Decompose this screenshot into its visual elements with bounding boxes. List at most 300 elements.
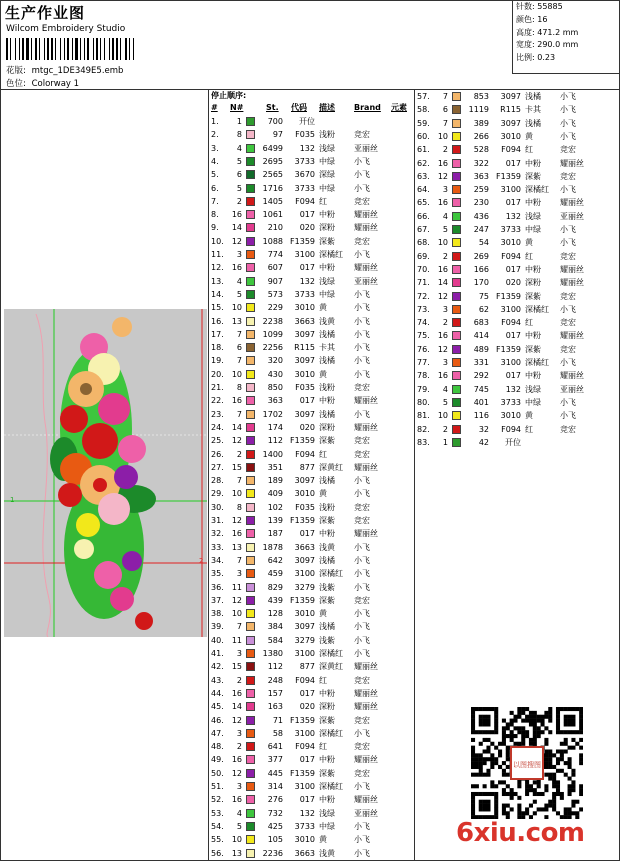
sequence-row [211,753,411,766]
stop-number: 66. [417,211,430,221]
thread-code: 3100 [294,649,315,658]
needle-number: 8 [236,383,242,392]
barcode-bar [93,38,94,60]
color-swatch [246,476,255,485]
sequence-row [417,210,617,223]
design-label: 花版: [6,66,26,76]
stitch-count: 907 [267,276,283,286]
thread-description: 浅粉 [319,383,335,392]
color-swatch [452,398,461,407]
sequence-row [211,793,411,806]
embroidery-preview [4,309,207,637]
stop-number: 18. [211,343,224,353]
sequence-row [211,647,411,660]
thread-description: 中绿 [525,397,541,407]
header-st: St. [266,103,279,112]
color-swatch [246,583,255,592]
stop-number: 40. [211,635,224,645]
thread-description: 浅紫 [319,635,335,645]
thread-brand: 小飞 [560,92,576,101]
barcode-bar [120,38,121,60]
stitch-count: 853 [473,92,489,101]
needle-number: 7 [236,555,242,565]
thread-code: 3100 [294,250,315,259]
stat-colors: 颜色: 16 [516,14,548,24]
qr-code-graphic [471,707,583,819]
barcode-bar [60,38,61,60]
needle-number: 2 [236,742,242,752]
stop-number: 80. [417,397,430,407]
color-swatch [452,331,461,340]
thread-code: F1359 [496,344,521,354]
color-swatch [246,729,255,738]
thread-brand: 竞宏 [354,449,370,459]
sequence-row [211,474,411,487]
thread-brand: 小飞 [354,369,370,379]
sequence-row [211,727,411,740]
needle-number: 4 [442,211,448,221]
needle-number: 8 [236,130,242,140]
thread-code: 017 [299,210,315,220]
thread-code: F094 [501,318,521,328]
stop-number: 39. [211,622,224,632]
thread-code: F035 [295,130,315,140]
stop-number: 59. [417,118,430,128]
thread-brand: 小飞 [354,848,370,858]
thread-brand: 竞宏 [560,344,576,354]
color-swatch [452,371,461,380]
thread-description: 红 [525,251,533,261]
sequence-row [211,368,411,381]
stitch-count: 116 [473,411,489,421]
stop-number: 83. [417,437,430,447]
needle-number: 12 [231,516,242,525]
barcode-bar [75,38,78,60]
sequence-row [211,182,411,195]
stat-width: 宽度: 290.0 mm [516,40,579,50]
needle-number: 12 [231,436,242,446]
thread-code: F1359 [496,291,521,301]
needle-number: 6 [442,105,448,115]
thread-description: 深紫 [525,171,541,181]
sequence-row [211,554,411,567]
stitch-count: 248 [267,675,283,685]
stitch-count: 351 [267,462,283,472]
sequence-row [417,436,617,449]
thread-code: 017 [505,331,521,341]
stop-number: 77. [417,358,430,367]
thread-description: 深橘红 [525,185,549,195]
color-swatch [452,159,461,168]
stop-number: 47. [211,728,224,738]
color-swatch [246,742,255,751]
thread-description: 浅橘 [525,92,541,101]
stop-number: 37. [211,595,224,605]
thread-code: F1359 [290,768,315,778]
thread-description: 红 [319,196,327,206]
thread-brand: 小飞 [354,476,370,486]
stop-number: 7. [211,196,219,206]
color-swatch [246,144,255,153]
thread-description: 浅橘 [525,118,541,128]
stitch-count: 102 [267,502,283,512]
thread-brand: 竞宏 [354,675,370,685]
color-swatch [246,662,255,671]
sequence-row [211,820,411,833]
barcode-bar [10,38,11,60]
sequence-row [211,541,411,554]
color-swatch [246,197,255,206]
needle-number: 12 [437,344,448,354]
thread-description: 黄 [319,369,327,379]
needle-number: 3 [442,304,448,314]
barcode-bar [96,38,98,60]
thread-code: 3663 [294,316,315,326]
color-swatch [452,252,461,261]
thread-code: 877 [299,462,315,472]
header-code: 代码 [291,103,307,112]
thread-code: 132 [299,276,315,286]
sequence-row [211,461,411,474]
needle-number: 15 [231,462,242,472]
thread-description: 中粉 [525,158,541,168]
thread-code: 3097 [500,92,521,101]
sequence-row [417,316,617,329]
sequence-row [211,487,411,500]
thread-description: 深紫 [525,344,541,354]
thread-brand: 小飞 [560,118,576,128]
sequence-row [417,90,617,103]
thread-description: 深紫 [319,436,335,446]
sequence-row [211,421,411,434]
thread-brand: 小飞 [354,489,370,499]
stop-number: 36. [211,582,224,592]
color-swatch [246,835,255,844]
thread-brand: 耀丽丝 [354,755,378,765]
thread-description: 浅紫 [319,582,335,592]
stitch-count: 322 [473,158,489,168]
thread-description: 深紫 [319,516,335,525]
stitch-count: 42 [478,437,489,447]
thread-description: 浅橘 [319,329,335,339]
needle-number: 16 [231,755,242,765]
header-no: # [211,103,218,112]
color-swatch [246,849,255,858]
needle-number: 2 [236,675,242,685]
sequence-row [417,236,617,249]
needle-number: 6 [236,170,242,180]
barcode-bar [44,38,45,60]
thread-brand: 耀丽丝 [560,371,584,381]
needle-number: 7 [236,409,242,419]
colorway-label: 色位: [6,79,26,89]
thread-description: 浅橘 [319,356,335,366]
stitch-count: 607 [267,263,283,273]
color-swatch [452,292,461,301]
stop-number: 28. [211,476,224,486]
thread-code: F094 [295,742,315,752]
sequence-row [211,221,411,234]
thread-brand: 小飞 [560,238,576,248]
barcode-bar [64,38,65,60]
stop-number: 49. [211,755,224,765]
stop-number: 3. [211,143,219,153]
thread-description: 黄 [319,835,327,845]
color-swatch [452,212,461,221]
thread-code: 3100 [500,358,521,367]
stop-number: 29. [211,489,224,499]
needle-number: 7 [236,356,242,366]
color-swatch [246,356,255,365]
sequence-row [211,288,411,301]
color-swatch [246,769,255,778]
barcode-bar [47,38,49,60]
thread-description: 浅黄 [319,316,335,326]
thread-brand: 小飞 [560,225,576,234]
thread-description: 黄 [319,609,327,619]
stop-number: 56. [211,848,224,858]
thread-description: 中绿 [319,156,335,166]
barcode-bar [72,38,73,60]
needle-number: 3 [236,250,242,259]
stop-number: 82. [417,424,430,434]
needle-number: 3 [442,185,448,195]
thread-description: 深紫 [319,236,335,246]
needle-number: 10 [231,489,242,499]
thread-description: 深橘红 [319,782,343,791]
needle-number: 13 [231,848,242,858]
needle-number: 3 [236,728,242,738]
stitch-count: 259 [473,185,489,195]
color-swatch [246,636,255,645]
barcode-bar [80,38,81,60]
color-swatch [246,117,255,126]
sequence-row [417,383,617,396]
stitch-count: 700 [267,117,283,126]
sequence-row [211,501,411,514]
thread-brand: 竞宏 [354,715,370,725]
thread-description: 中粉 [319,795,335,805]
thread-description: 浅绿 [525,384,541,394]
thread-brand: 竞宏 [354,742,370,752]
sequence-row [417,303,617,316]
thread-description: 中粉 [319,396,335,406]
svg-text:2: 2 [199,557,204,565]
colorway-row [6,77,79,89]
thread-code: 3100 [294,728,315,738]
thread-brand: 耀丽丝 [354,462,378,472]
color-swatch [246,290,255,299]
needle-number: 10 [231,369,242,379]
color-swatch [452,238,461,247]
thread-description: 深紫 [319,715,335,725]
thread-description: 浅绿 [319,808,335,818]
thread-brand: 小飞 [354,782,370,791]
thread-description: 中粉 [319,210,335,220]
barcode-bar [100,38,101,60]
sequence-row [417,263,617,276]
thread-description: 黄 [319,489,327,499]
sequence-row [211,620,411,633]
thread-code: 132 [505,211,521,221]
thread-code: 017 [505,264,521,274]
thread-brand: 竞宏 [354,516,370,525]
stop-number: 68. [417,238,430,248]
sequence-row [211,115,411,128]
stitch-count: 320 [267,356,283,366]
barcode-bar [129,38,130,60]
thread-code: F1359 [290,715,315,725]
needle-number: 16 [437,198,448,208]
header-desc: 描述 [319,103,335,112]
thread-code: F094 [295,675,315,685]
needle-number: 5 [236,183,242,193]
thread-brand: 小飞 [354,303,370,313]
thread-brand: 小飞 [354,555,370,565]
needle-number: 13 [231,316,242,326]
barcode-bar [26,38,29,60]
stop-number: 25. [211,436,224,446]
sequence-row [211,607,411,620]
thread-brand: 小飞 [354,821,370,831]
thread-brand: 小飞 [354,582,370,592]
thread-code: 3733 [500,397,521,407]
page-title: 生产作业图 [5,4,86,22]
thread-description: 深橘红 [319,728,343,738]
thread-description: 中粉 [525,264,541,274]
thread-brand: 耀丽丝 [354,396,378,406]
stitch-count: 2236 [262,848,283,858]
stop-number: 73. [417,304,430,314]
stop-number: 6. [211,183,219,193]
needle-number: 1 [442,437,448,447]
sequence-row [417,196,617,209]
stitch-count: 1099 [262,329,283,339]
thread-description: 浅黄 [319,542,335,552]
stitch-count: 363 [267,396,283,406]
needle-number: 16 [231,263,242,273]
thread-brand: 小飞 [354,183,370,193]
sequence-row [211,168,411,181]
barcode-bar [39,38,40,60]
stitch-count: 1119 [468,105,489,115]
needle-number: 5 [236,821,242,831]
stitch-count: 363 [473,171,489,181]
stitch-count: 247 [473,225,489,234]
stop-number: 81. [417,411,430,421]
thread-code: 3010 [500,131,521,141]
thread-code: 3097 [294,555,315,565]
stop-number: 78. [417,371,430,381]
color-swatch [452,105,461,114]
needle-number: 11 [231,635,242,645]
thread-brand: 竞宏 [354,236,370,246]
barcode-bar [109,38,110,60]
color-swatch [246,317,255,326]
stitch-count: 528 [473,145,489,155]
color-swatch [452,172,461,181]
needle-number: 2 [236,449,242,459]
color-swatch [246,609,255,618]
sequence-column-1 [211,90,414,860]
thread-description: 中粉 [525,198,541,208]
stop-number: 20. [211,369,224,379]
thread-description: 深橘红 [319,569,343,579]
sequence-row [211,248,411,261]
thread-description: 浅绿 [319,143,335,153]
color-swatch [246,543,255,552]
needle-number: 7 [442,118,448,128]
color-swatch [246,795,255,804]
thread-description: 浅橘 [319,476,335,486]
thread-brand: 小飞 [354,649,370,658]
stop-number: 63. [417,171,430,181]
thread-code: 020 [299,223,315,233]
thread-code: 132 [299,143,315,153]
color-swatch [246,237,255,246]
sequence-row [417,356,617,369]
thread-brand: 小飞 [354,356,370,366]
needle-number: 16 [231,529,242,539]
stitch-count: 1716 [262,183,283,193]
color-swatch [452,345,461,354]
stop-number: 57. [417,92,430,101]
needle-number: 16 [231,210,242,220]
color-swatch [452,385,461,394]
sequence-row [211,275,411,288]
stitch-count: 230 [473,198,489,208]
stitch-count: 401 [473,397,489,407]
sequence-row [417,130,617,143]
color-swatch [246,423,255,432]
barcode-bar [133,38,134,60]
thread-description: 中粉 [319,755,335,765]
barcode-bar [87,38,89,60]
thread-brand: 小飞 [354,170,370,180]
stitch-count: 2238 [262,316,283,326]
thread-description: 深紫 [319,595,335,605]
color-swatch [452,119,461,128]
thread-code: 3733 [294,156,315,166]
stitch-count: 445 [267,768,283,778]
stitch-count: 430 [267,369,283,379]
sequence-row [417,276,617,289]
stitch-count: 331 [473,358,489,367]
stitch-count: 157 [267,688,283,698]
thread-code: 3097 [294,329,315,339]
sequence-row [417,409,617,422]
stats-box [512,1,620,74]
thread-code: F1359 [290,436,315,446]
sequence-row [211,594,411,607]
stitch-count: 112 [267,436,283,446]
needle-number: 12 [437,171,448,181]
thread-code: 3733 [500,225,521,234]
sequence-row [211,780,411,793]
embroidery-design-image [4,309,207,637]
color-swatch [246,463,255,472]
thread-code: 020 [505,278,521,288]
thread-brand: 小飞 [560,358,576,367]
stop-number: 12. [211,263,224,273]
needle-number: 5 [442,225,448,234]
header [1,1,619,90]
thread-code: 3010 [500,411,521,421]
stitch-count: 54 [478,238,489,248]
color-swatch [246,596,255,605]
sequence-row [417,423,617,436]
stitch-count: 439 [267,595,283,605]
